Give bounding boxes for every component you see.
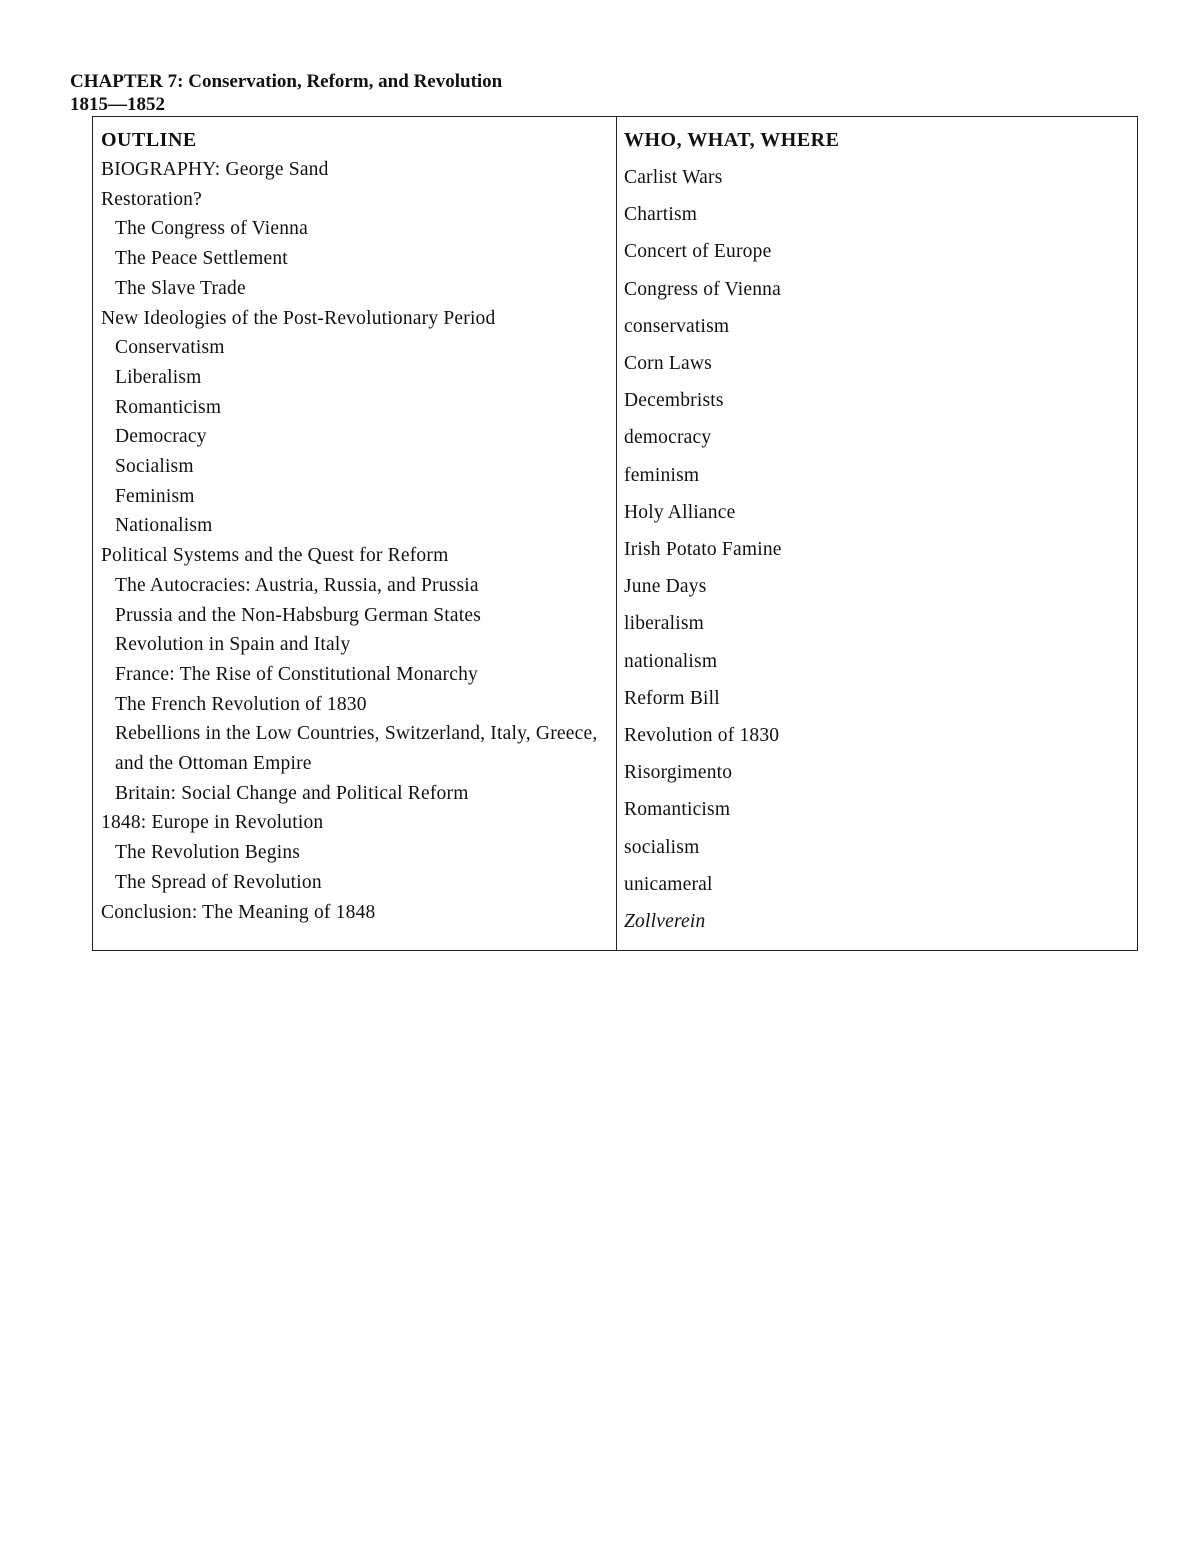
column-divider [616,117,617,950]
term-item: Risorgimento [624,762,733,784]
term-item: democracy [624,427,712,449]
outline-subitem: Romanticism [115,396,222,418]
outline-subitem: The Autocracies: Austria, Russia, and Prussia [115,574,479,596]
outline-subitem: Prussia and the Non-Habsburg German States [115,604,482,626]
outline-item: 1848: Europe in Revolution [101,812,324,834]
outline-item: Conclusion: The Meaning of 1848 [101,901,376,923]
chapter-header [70,70,502,116]
outline-subitem: Conservatism [115,337,225,359]
outline-column [101,125,606,927]
outline-subitem: The Slave Trade [115,277,246,299]
term-item: nationalism [624,650,718,672]
term-item: conservatism [624,315,730,337]
outline-subitem: France: The Rise of Constitutional Monarchy [115,663,478,685]
outline-subitem: Feminism [115,485,195,507]
term-item: Carlist Wars [624,167,723,188]
outline-subitem: The Revolution Begins [115,842,301,864]
term-item: Revolution of 1830 [624,725,780,747]
outline-item: Restoration? [101,188,202,210]
outline-item: BIOGRAPHY: George Sand [101,159,329,180]
outline-subitem: The French Revolution of 1830 [115,693,367,715]
outline-subitem: Liberalism [115,366,202,388]
outline-subitem: The Congress of Vienna [115,218,308,240]
term-item: Corn Laws [624,353,712,375]
term-item: Congress of Vienna [624,278,781,300]
outline-item: New Ideologies of the Post-Revolutionary Period [101,307,496,329]
outline-table [92,116,1138,951]
chapter-title: CHAPTER 7: Conservation, Reform, and Revolution [70,71,503,92]
term-item: socialism [624,836,700,858]
terms-column [624,125,1129,940]
outline-heading: OUTLINE [101,129,197,151]
term-item: liberalism [624,613,704,635]
outline-subitem: The Peace Settlement [115,248,288,270]
chapter-dates: 1815—1852 [70,94,165,115]
term-item: Irish Potato Famine [624,539,782,561]
term-item: June Days [624,576,707,598]
terms-heading: WHO, WHAT, WHERE [624,129,840,151]
outline-subitem: Democracy [115,426,207,448]
outline-subitem: Rebellions in the Low Countries, Switzerland, Italy, Greece, and the Ottoman Empire [115,723,598,775]
term-item: Romanticism [624,799,731,821]
term-item: Holy Alliance [624,501,736,523]
outline-item: Political Systems and the Quest for Reform [101,545,449,567]
term-item: unicameral [624,873,713,895]
term-item: Reform Bill [624,687,720,709]
term-item: Decembrists [624,390,724,412]
outline-subitem: Socialism [115,456,194,478]
outline-subitem: Nationalism [115,515,213,537]
term-item: Chartism [624,204,698,226]
outline-subitem: The Spread of Revolution [115,871,322,893]
term-item: Zollverein [624,911,706,933]
term-item: feminism [624,464,700,486]
outline-subitem: Britain: Social Change and Political Reform [115,782,469,804]
term-item: Concert of Europe [624,241,772,263]
outline-subitem: Revolution in Spain and Italy [115,634,351,656]
